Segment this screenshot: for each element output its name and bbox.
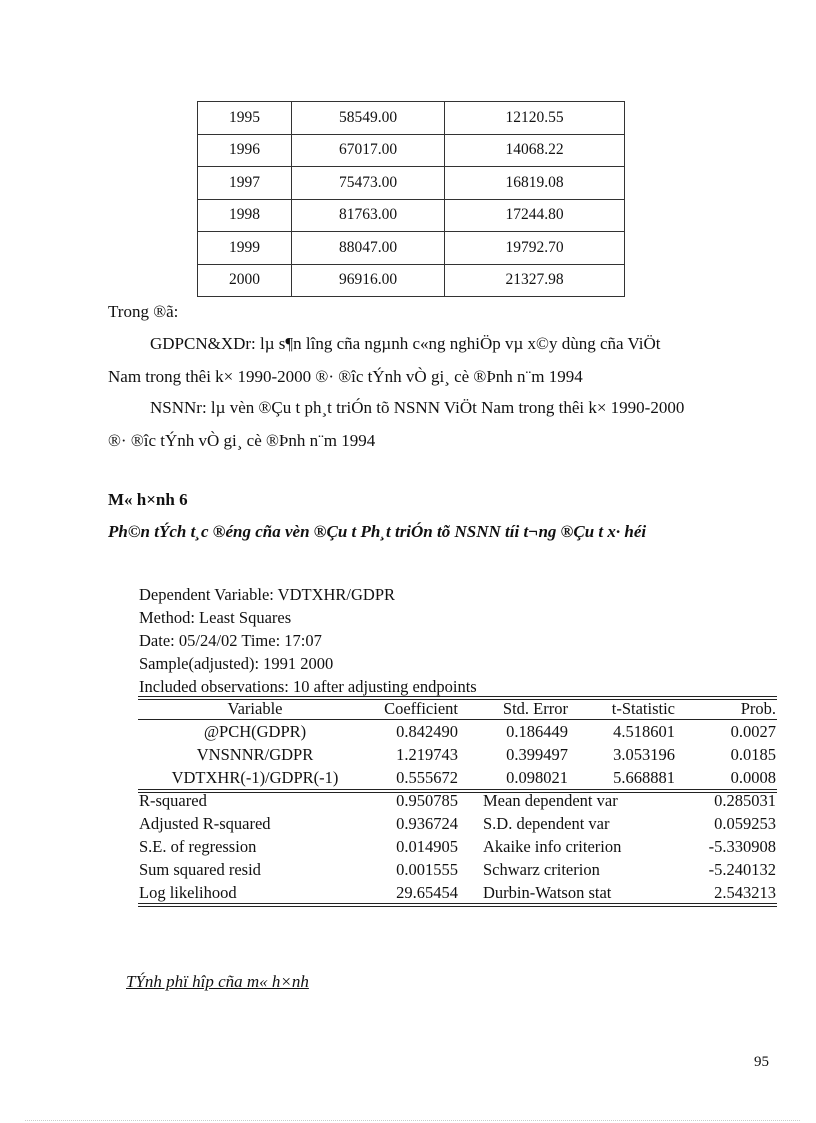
table-row xyxy=(198,134,625,167)
stat-label: R-squared xyxy=(139,791,207,810)
table-cell: 1999 xyxy=(198,232,292,265)
divider xyxy=(138,906,777,907)
stat-label: S.E. of regression xyxy=(139,837,257,856)
coefficient-value: 0.555672 xyxy=(396,768,458,787)
table-cell: 1996 xyxy=(198,134,292,167)
table-cell: 12120.55 xyxy=(445,102,625,135)
definition-gdpcn: GDPCN&XDr: lµ s¶n lîng cña ngµnh c«ng nghiÖp vµ x©y dùng cña ViÖt xyxy=(150,334,661,353)
stat-label: Log likelihood xyxy=(139,883,237,902)
definition-nsnn: NSNNr: lµ vèn ®Çu t ph¸t triÓn tõ NSNN ViÖt Nam trong thêi k× 1990-2000 xyxy=(150,398,685,417)
table-row xyxy=(198,264,625,297)
table-cell: 21327.98 xyxy=(445,264,625,297)
stat-value: -5.330908 xyxy=(708,837,776,856)
coefficient-value: 1.219743 xyxy=(396,745,458,764)
table-cell: 67017.00 xyxy=(292,134,445,167)
stat-label: Sum squared resid xyxy=(139,860,261,879)
model-subheading: Ph©n tÝch t¸c ®éng cña vèn ®Çu t Ph¸t triÓn tõ NSNN tíi t¬ng ®Çu t x· héi xyxy=(108,522,647,541)
variable-name: @PCH(GDPR) xyxy=(203,722,307,741)
definition-nsnn-cont: ®· ®îc tÝnh vÒ gi¸ cè ®Þnh n¨m 1994 xyxy=(108,431,376,450)
std-error-value: 0.399497 xyxy=(506,745,568,764)
stat-value: 0.001555 xyxy=(396,860,458,879)
stat-value: 0.285031 xyxy=(714,791,776,810)
data-table xyxy=(197,101,625,297)
date-time: Date: 05/24/02 Time: 17:07 xyxy=(139,631,322,650)
page-edge-divider xyxy=(25,1120,800,1121)
stat-value: 29.65454 xyxy=(396,883,458,902)
table-row xyxy=(198,102,625,135)
prob-value: 0.0027 xyxy=(730,722,776,741)
table-cell: 17244.80 xyxy=(445,199,625,232)
table-cell: 88047.00 xyxy=(292,232,445,265)
table-cell: 81763.00 xyxy=(292,199,445,232)
table-row xyxy=(198,167,625,200)
stat-label: Adjusted R-squared xyxy=(139,814,271,833)
model-fit-link: TÝnh phï hîp cña m« h×nh xyxy=(126,972,309,991)
table-cell: 2000 xyxy=(198,264,292,297)
stat-label: Mean dependent var xyxy=(483,791,618,810)
coefficient-value: 0.842490 xyxy=(396,722,458,741)
table-row xyxy=(198,199,625,232)
stat-label: S.D. dependent var xyxy=(483,814,610,833)
variable-name: VNSNNR/GDPR xyxy=(196,745,314,764)
stat-value: 2.543213 xyxy=(714,883,776,902)
stat-value: -5.240132 xyxy=(708,860,776,879)
table-cell: 16819.08 xyxy=(445,167,625,200)
observations: Included observations: 10 after adjusting endpoints xyxy=(139,677,477,696)
stat-label: Akaike info criterion xyxy=(483,837,622,856)
std-error-value: 0.098021 xyxy=(506,768,568,787)
column-header-coefficient: Coefficient xyxy=(384,699,458,718)
table-cell: 1995 xyxy=(198,102,292,135)
page-number: 95 xyxy=(754,1054,769,1070)
variable-name: VDTXHR(-1)/GDPR(-1) xyxy=(171,768,339,787)
sample: Sample(adjusted): 1991 2000 xyxy=(139,654,334,673)
std-error-value: 0.186449 xyxy=(506,722,568,741)
t-statistic-value: 4.518601 xyxy=(613,722,675,741)
table-cell: 58549.00 xyxy=(292,102,445,135)
table-cell: 75473.00 xyxy=(292,167,445,200)
stat-value: 0.936724 xyxy=(396,814,458,833)
stat-label: Schwarz criterion xyxy=(483,860,600,879)
model-heading: M« h×nh 6 xyxy=(108,490,188,509)
prob-value: 0.0008 xyxy=(730,768,776,787)
trong-do-label: Trong ®ã: xyxy=(108,302,179,321)
t-statistic-value: 5.668881 xyxy=(613,768,675,787)
column-header-variable: Variable xyxy=(227,699,283,718)
divider xyxy=(138,903,777,904)
method: Method: Least Squares xyxy=(139,608,292,627)
dependent-variable: Dependent Variable: VDTXHR/GDPR xyxy=(139,585,396,604)
stat-label: Durbin-Watson stat xyxy=(483,883,612,902)
column-header-prob: Prob. xyxy=(740,699,776,718)
table-cell: 96916.00 xyxy=(292,264,445,297)
stat-value: 0.950785 xyxy=(396,791,458,810)
prob-value: 0.0185 xyxy=(730,745,776,764)
stat-value: 0.014905 xyxy=(396,837,458,856)
column-header-t-statistic: t-Statistic xyxy=(611,699,675,718)
table-cell: 19792.70 xyxy=(445,232,625,265)
table-cell: 1997 xyxy=(198,167,292,200)
table-cell: 14068.22 xyxy=(445,134,625,167)
t-statistic-value: 3.053196 xyxy=(613,745,675,764)
table-cell: 1998 xyxy=(198,199,292,232)
column-header-std-error: Std. Error xyxy=(502,699,568,718)
table-row xyxy=(198,232,625,265)
definition-gdpcn-cont: Nam trong thêi k× 1990-2000 ®· ®îc tÝnh vÒ gi¸ cè ®Þnh n¨m 1994 xyxy=(108,367,583,386)
stat-value: 0.059253 xyxy=(714,814,776,833)
